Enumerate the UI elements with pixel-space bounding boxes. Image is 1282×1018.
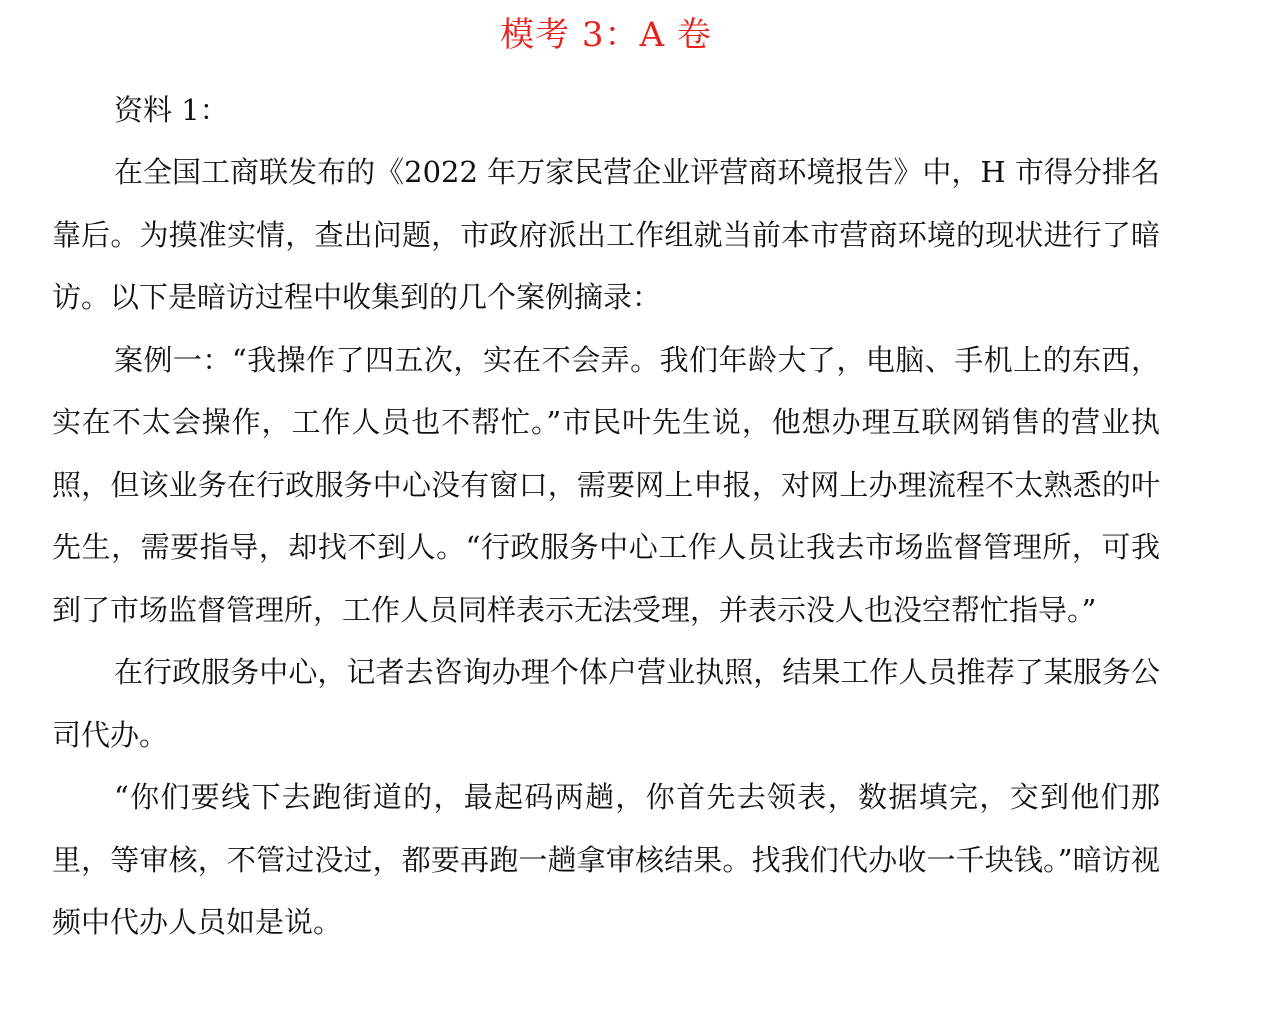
paragraph-intro: 在全国工商联发布的《2022 年万家民营企业评营商环境报告》中，H 市得分排名靠后。为摸准实情，查出问题，市政府派出工作组就当前本市营商环境的现状进行了暗访。以下是暗访过程中收集到的几个案例摘录： (52, 155, 1160, 314)
document-title: 模考 3：A 卷 (500, 15, 712, 55)
paragraph-case-one: 案例一：“我操作了四五次，实在不会弄。我们年龄大了，电脑、手机上的东西，实在不太会操作，工作人员也不帮忙。”市民叶先生说，他想办理互联网销售的营业执照，但该业务在行政服务中心没有窗口，需要网上申报，对网上办理流程不太熟悉的叶先生，需要指导，却找不到人。“行政服务中心工作人员让我去市场监督管理所，可我到了市场监督管理所，工作人员同样表示无法受理，并表示没人也没空帮忙指导。” (52, 342, 1160, 627)
document-page (52, 0, 1160, 954)
paragraph-service-center: 在行政服务中心，记者去咨询办理个体户营业执照，结果工作人员推荐了某服务公司代办。 (52, 655, 1160, 752)
paragraph-agent-quote: “你们要线下去跑街道的，最起码两趟，你首先去领表，数据填完，交到他们那里，等审核，不管过没过，都要再跑一趟拿审核结果。找我们代办收一千块钱。”暗访视频中代办人员如是说。 (52, 780, 1160, 939)
material-label: 资料 1： (114, 93, 229, 127)
